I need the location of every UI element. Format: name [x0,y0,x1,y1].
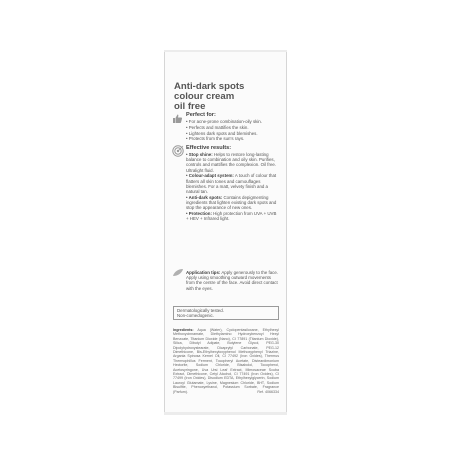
perfect-for-item: • Protects from the sun's rays. [186,136,245,142]
dermatologically-tested-box [173,306,279,320]
cream-drop-icon [172,268,184,278]
result-item [186,211,279,221]
result-item [186,195,279,211]
effective-results-list [186,152,279,222]
result-label: • Stop shine: [186,152,213,157]
application-tips [186,270,279,291]
tested-line-2: Non-comedogenic. [177,313,214,319]
result-label: • Colour-adapt system: [186,173,234,179]
perfect-for-list [186,119,279,142]
perfect-for-item: • Lightens dark spots and blemishes. [186,130,258,136]
result-item [186,152,279,173]
result-text: Helps to restore long-lasting balance to combination and oily skin. Purifies, controls and mattifies the complexion. Oil free. Ultralight fluid. [186,152,277,173]
ingredients-list [173,328,279,394]
reference-number: Ref. 4066334 [257,389,279,394]
application-tips-heading: Application tips: [186,270,221,275]
perfect-for-heading: Perfect for: [186,112,216,118]
product-title [174,82,279,113]
result-label: • Protection: [186,211,212,217]
effective-results-heading: Effective results: [186,145,232,151]
title-line-3: oil free [174,101,206,113]
perfect-for-item: • Perfects and mattifies the skin. [186,124,249,130]
result-text: Contains depigmenting ingredients that lighten existing dark spots and stop the appearance of new ones. [186,194,277,211]
ingredients-label: Ingredients: [173,328,194,332]
result-text: A touch of colour that flatters all skin tones and camouflages blemishes. For a matt, velvety finish and a natural tan. [186,173,277,195]
ingredients-text: Aqua (Water), Cyclopentasiloxane, Ethylhexyl Methoxycinnamate, Diethylamino Hydroxybenzoyl Hexyl Benzoate, Titanium Dioxide (Nano), CI 77891 (Titanium Dioxide), Silica, Dibutyl Adipate, Butylene Glycol, PEG-30 Dipolyhydroxystearate, Dicaprylyl Carbonate, PEG-12 Dimethicone, Bis-Ethylhexyloxyphenol Methoxyphenyl Triazine, Argania Spinosa Kernel Oil, CI 77492 (Iron Oxides), Thermus Thermophillus Ferment, Tocopheryl Acetate, Disteardimonium Hectorite, Sodium Chloride, Bisabolol, Tocopherol, Acetosyringone, Uva Ursi Leaf Extract, Mimosaceae Scuba Extract, Dimethicone, Cetyl Alcohol, CI 77491 (Iron Oxides), CI 77499 (Iron Oxides), Disodium EDTA, Ethylhexylglycerin, Sodium Lauroyl Glutamate, Lysine, Magnesium Chloride, BHT, Sodium Bisulfite, Phenoxyethanol, Potassium Sorbate, Fragrance (Parfum). [173,328,279,394]
perfect-for-item: • For acne-prone combination-oily skin. [186,119,262,124]
result-text: High protection from UVA + UVB + HEV + Infrared light. [186,211,277,222]
package-bottom-edge [164,412,287,415]
title-line-2: colour cream [174,91,235,103]
thumbs-up-icon [172,113,183,124]
tested-line-1: Dermatologically tested. [177,308,224,313]
application-tips-text: Apply generously to the face. Apply using smoothing outward movements from the centre of the face. Avoid direct contact with the eyes. [186,270,279,291]
result-label: • Anti-dark spots: [186,194,223,200]
result-item [186,173,279,194]
target-icon [172,145,184,157]
title-line-1: Anti-dark spots [174,81,245,92]
